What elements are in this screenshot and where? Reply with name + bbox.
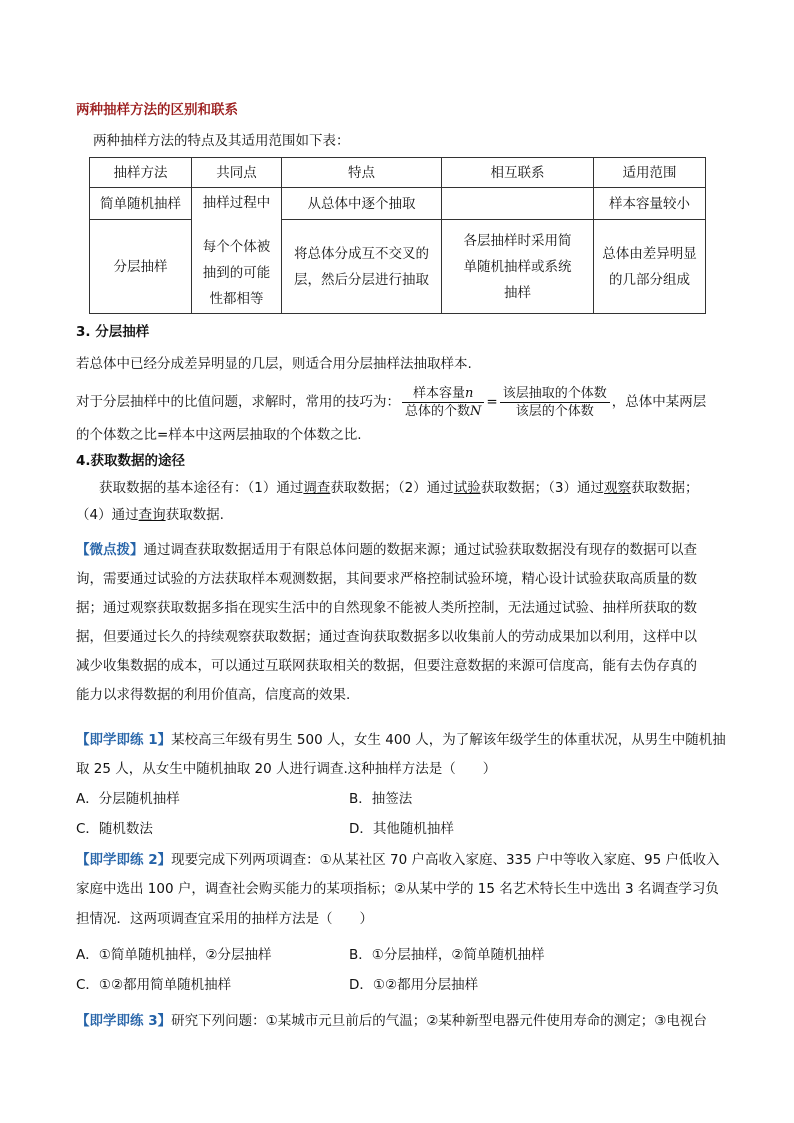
- exercise-2-option-b[interactable]: B．①分层抽样，②简单随机抽样: [349, 947, 545, 963]
- table-cell-scope: [594, 220, 706, 314]
- section-4-line2: [76, 505, 224, 525]
- table-cell-method: 分层抽样: [90, 220, 192, 314]
- underlined-observation: 观察: [604, 480, 632, 496]
- fraction-layer-ratio: [500, 385, 610, 420]
- relation-line: 抽样: [504, 284, 531, 301]
- tip-line: 能力以求得数据的利用价值高，信度高的效果.: [76, 687, 351, 703]
- tip-line: [76, 540, 697, 560]
- table-row: [90, 188, 706, 220]
- table-header: 相互联系: [442, 158, 594, 188]
- section-4-heading: 4.获取数据的途径: [76, 453, 186, 469]
- feature-line: 层，然后分层进行抽取: [294, 271, 429, 288]
- frac1-numerator: 样本容量: [413, 385, 466, 401]
- underlined-query: 查询: [138, 507, 166, 523]
- text-span: 获取数据.: [165, 507, 224, 523]
- common-line: 抽样过程中: [202, 194, 271, 211]
- table-cell-relation: [442, 220, 594, 314]
- section-intro: 两种抽样方法的特点及其适用范围如下表：: [93, 133, 350, 149]
- exercise-3-line: [76, 1011, 707, 1031]
- exercise-2-option-a[interactable]: A．①简单随机抽样，②分层抽样: [76, 947, 272, 963]
- table-cell-relation: [442, 188, 594, 220]
- exercise-2-line: 家庭中选出 100 户，调查社会购买能力的某项指标；②从某中学的 15 名艺术特长生中选出 3 名调查学习负: [76, 881, 719, 897]
- table-cell-feature: 从总体中逐个抽取: [282, 188, 442, 220]
- table-cell-feature: [282, 220, 442, 314]
- exercise-1-option-b[interactable]: B．抽签法: [349, 791, 413, 807]
- section-4-line1: [99, 478, 699, 498]
- table-row: [90, 220, 706, 314]
- frac2-denominator: 该层的个体数: [515, 403, 594, 419]
- exercise-2-option-c[interactable]: C．①②都用简单随机抽样: [76, 977, 232, 993]
- table-cell-common: [192, 188, 282, 314]
- exercise-2-tag: 【即学即练 2】: [76, 852, 172, 868]
- scope-line: 总体由差异明显: [602, 245, 697, 262]
- text-span: 获取数据；（2）通过: [330, 480, 454, 496]
- exercise-2-line: [76, 850, 719, 870]
- exercise-text: 某校高三年级有男生 500 人，女生 400 人，为了解该年级学生的体重状况，从男生中随机抽: [171, 732, 726, 748]
- exercise-text: 现要完成下列两项调查：①从某社区 70 户高收入家庭、335 户中等收入家庭、95 户低收入: [171, 852, 720, 868]
- scope-line: 的几部分组成: [609, 271, 690, 288]
- exercise-3-tag: 【即学即练 3】: [76, 1013, 172, 1029]
- tip-text: 通过调查获取数据适用于有限总体问题的数据来源；通过试验获取数据没有现存的数据可以查: [143, 542, 697, 558]
- section-3-formula-line: [76, 382, 706, 422]
- table-cell-scope: 样本容量较小: [594, 188, 706, 220]
- exercise-1-line: [76, 730, 726, 750]
- exercise-1-tag: 【即学即练 1】: [76, 732, 172, 748]
- comparison-table: [89, 157, 706, 314]
- formula-tail: ，总体中某两层: [611, 394, 707, 410]
- table-header: 适用范围: [594, 158, 706, 188]
- fraction-sample-ratio: [402, 385, 484, 420]
- section-3-heading: 3. 分层抽样: [76, 324, 150, 340]
- tip-line: 据；通过观察获取数据多指在现实生活中的自然现象不能被人类所控制，无法通过试验、抽样所获取的数: [76, 600, 697, 616]
- exercise-text: 研究下列问题：①某城市元旦前后的气温；②某种新型电器元件使用寿命的测定；③电视台: [171, 1013, 707, 1029]
- text-span: 获取数据；（3）通过: [480, 480, 605, 496]
- text-span: 获取数据的基本途径有：（1）通过: [99, 480, 304, 496]
- exercise-1-option-d[interactable]: D．其他随机抽样: [349, 821, 454, 837]
- common-line: 每个个体被: [202, 238, 271, 255]
- frac2-numerator: 该层抽取的个体数: [500, 385, 610, 403]
- common-line: 抽到的可能: [202, 264, 271, 281]
- exercise-1-option-c[interactable]: C．随机数法: [76, 821, 153, 837]
- equals-sign: =: [486, 394, 498, 410]
- formula-intro: 对于分层抽样中的比值问题，求解时，常用的技巧为：: [76, 394, 400, 410]
- section-title: 两种抽样方法的区别和联系: [76, 102, 238, 118]
- tip-line: 减少收集数据的成本，可以通过互联网获取相关的数据，但要注意数据的来源可信度高，能有去伪存真的: [76, 658, 697, 674]
- section-3-p3: 的个体数之比=样本中这两层抽取的个体数之比.: [76, 427, 362, 443]
- feature-line: 将总体分成互不交叉的: [294, 245, 429, 262]
- table-cell-method: 简单随机抽样: [90, 188, 192, 220]
- tip-line: 询，需要通过试验的方法获取样本观测数据，其间要求严格控制试验环境，精心设计试验获取高质量的数: [76, 571, 697, 587]
- exercise-1-line: 取 25 人，从女生中随机抽取 20 人进行调查.这种抽样方法是（ ）: [76, 761, 497, 777]
- exercise-2-option-d[interactable]: D．①②都用分层抽样: [349, 977, 479, 993]
- text-span: （4）通过: [76, 507, 139, 523]
- underlined-experiment: 试验: [453, 480, 481, 496]
- table-header: 共同点: [192, 158, 282, 188]
- text-span: 获取数据；: [631, 480, 699, 496]
- relation-line: 单随机抽样或系统: [463, 258, 572, 275]
- tip-line: 据，但要通过长久的持续观察获取数据；通过查询获取数据多以收集前人的劳动成果加以利用，这样中以: [76, 629, 697, 645]
- exercise-2-line: 担情况．这两项调查宜采用的抽样方法是（ ）: [76, 911, 373, 927]
- var-N: N: [470, 403, 482, 419]
- underlined-survey: 调查: [303, 480, 331, 496]
- table-header: 特点: [282, 158, 442, 188]
- tip-tag: 【微点拨】: [76, 542, 144, 558]
- common-line: 性都相等: [209, 290, 264, 307]
- exercise-1-option-a[interactable]: A．分层随机抽样: [76, 791, 180, 807]
- table-header-row: [90, 158, 706, 188]
- frac1-denominator: 总体的个数: [405, 403, 471, 419]
- table-header: 抽样方法: [90, 158, 192, 188]
- var-n: n: [465, 385, 474, 401]
- section-3-p1: 若总体中已经分成差异明显的几层，则适合用分层抽样法抽取样本.: [76, 356, 472, 372]
- relation-line: 各层抽样时采用简: [463, 232, 572, 249]
